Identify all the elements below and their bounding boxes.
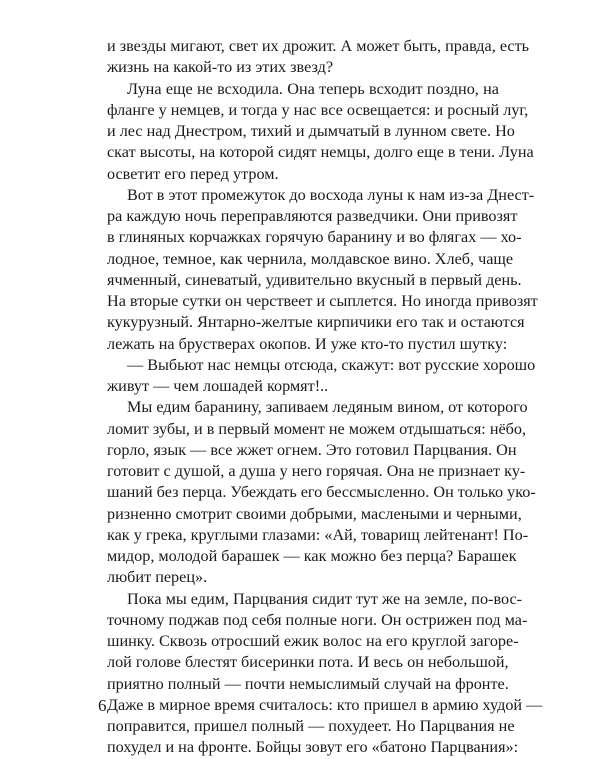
text-line: точному поджав под себя полные ноги. Он острижен под ма- [107, 610, 528, 629]
text-line: мидор, молодой барашек — как можно без перца? Барашек [107, 547, 517, 565]
text-line: поправится, пришел полный — похудеет. Но Парцвания не [107, 717, 515, 735]
text-line: жизнь на какой-то из этих звезд? [107, 58, 333, 77]
text-line: похудел и на фронте. Бойцы зовут его «батоно Парцвания»: [107, 738, 519, 757]
text-line: Даже в мирное время считалось: кто пришел в армию худой — [107, 695, 543, 714]
text-line: ячменный, синеватый, удивительно вкусный в первый день. [107, 270, 522, 289]
text-line: как у грека, круглыми глазами: «Ай, товарищ лейтенант! По- [107, 525, 529, 544]
body-text [107, 36, 543, 759]
page-number: 6 [98, 696, 107, 715]
text-line: любит перец». [107, 568, 208, 587]
text-line: лой голове блестят бисеринки пота. И весь он небольшой, [107, 653, 509, 672]
text-line: шаний без перца. Убеждать его бессмысленно. Он только уко- [107, 483, 536, 502]
text-line: Мы едим баранину, запиваем ледяным вином, от которого [127, 398, 528, 417]
text-line: скат высоты, на которой сидят немцы, долго еще в тени. Луна [107, 143, 534, 162]
text-line: приятно полный — почти немыслимый случай на фронте. [107, 674, 509, 693]
text-line: — Выбьют нас немцы отсюда, скажут: вот русские хорошо [127, 355, 536, 374]
text-line: ломит зубы, и в первый момент не можем отдышаться: нёбо, [107, 419, 527, 438]
text-line: Вот в этот промежуток до восхода луны к нам из-за Днест- [127, 185, 535, 204]
text-line: кукурузный. Янтарно-желтые кирпичики его так и остаются [107, 313, 525, 332]
text-line: и звезды мигают, свет их дрожит. А может быть, правда, есть [107, 37, 530, 55]
text-line: Луна еще не всходила. Она теперь всходит поздно, на [127, 79, 499, 98]
text-line: Пока мы едим, Парцвания сидит тут же на земле, по-вос- [127, 589, 523, 608]
text-line: лодное, темное, как чернила, молдавское вино. Хлеб, чаще [107, 249, 514, 268]
text-line: шинку. Сквозь отросший ежик волос на его круглой загоре- [107, 632, 519, 650]
text-line: На вторые сутки он черствеет и сыплется. Но иногда привозят [107, 292, 538, 310]
text-line: живут — чем лошадей кормят!.. [107, 377, 329, 395]
text-line: горло, язык — все жжет огнем. Это готовил Парцвания. Он [107, 440, 517, 459]
text-line: осветит его перед утром. [107, 164, 279, 183]
text-line: готовит с душой, а душа у него горячая. Она не признает ку- [107, 462, 526, 480]
text-line: в глиняных корчажках горячую баранину и во флягах — хо- [107, 228, 522, 247]
text-line: ризненно смотрит своими добрыми, маслеными и черными, [107, 504, 522, 523]
text-line: и лес над Днестром, тихий и дымчатый в лунном свете. Но [107, 122, 515, 140]
text-line: лежать на брустверах окопов. И уже кто-то пустил шутку: [107, 334, 508, 353]
text-line: ра каждую ночь переправляются разведчики. Они привозят [107, 207, 518, 225]
text-line: фланге у немцев, и тогда у нас все освещается: и росный луг, [107, 100, 529, 119]
